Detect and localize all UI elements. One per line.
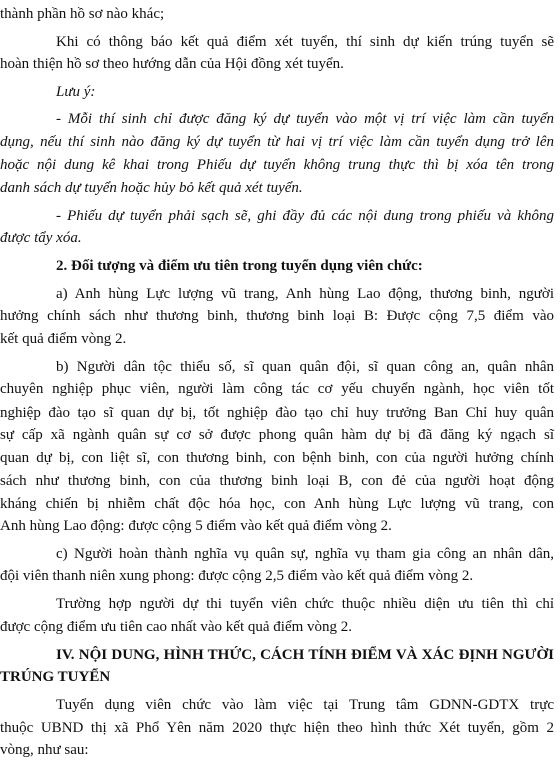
text-line: nghiệp đào tạo sĩ quan dự bị, tốt nghiệp đào tạo chỉ huy trưởng Ban Chỉ huy quân	[0, 404, 554, 421]
text-line: được cộng điểm ưu tiên cao nhất vào kết quả điểm vòng 2.	[0, 618, 353, 635]
text-line: hưởng chính sách như thương binh, thương binh loại B: Được cộng 7,5 điểm vào	[0, 308, 554, 325]
text-line: kết quả điểm vòng 2.	[0, 330, 127, 347]
text-line: đội viên thanh niên xung phong: được cộng 2,5 điểm vào kết quả điểm vòng 2.	[0, 568, 474, 585]
text-line: Tuyển dụng viên chức vào làm việc tại Trung tâm GDNN-GDTX trực	[56, 697, 554, 713]
text-line: hoàn thiện hồ sơ theo hướng dẫn của Hội đồng xét tuyển.	[0, 56, 344, 73]
text-line: thành phần hồ sơ nào khác;	[0, 6, 165, 22]
section-heading: 2. Đối tượng và điểm ưu tiên trong tuyển dụng viên chức:	[56, 257, 423, 274]
text-line: được tẩy xóa.	[0, 230, 82, 246]
text-line: - Phiếu dự tuyển phải sạch sẽ, ghi đầy đủ các nội dung trong phiếu và không	[56, 207, 554, 224]
text-line: danh sách dự tuyển hoặc hủy bỏ kết quả xét tuyển.	[0, 179, 303, 196]
text-line: kháng chiến bị nhiễm chất độc hóa học, con Anh hùng Lực lượng vũ trang, con	[0, 495, 554, 512]
text-line: Trường hợp người dự thi tuyển viên chức thuộc nhiều diện ưu tiên thì chỉ	[56, 596, 554, 613]
section-heading-cont: TRÚNG TUYỂN	[0, 669, 111, 686]
text-line: sách như thương binh, con của thương binh loại B, con đẻ của người hoạt động	[0, 473, 554, 489]
text-line: dụng, nếu thí sinh nào đăng ký dự tuyển từ hai vị trí việc làm cần tuyển dụng trở lên	[0, 133, 554, 150]
text-line: c) Người hoàn thành nghĩa vụ quân sự, nghĩa vụ tham gia công an nhân dân,	[56, 545, 554, 562]
text-line: thuộc UBND thị xã Phổ Yên năm 2020 thực hiện theo hình thức Xét tuyển, gồm 2	[0, 719, 554, 736]
text-line: b) Người dân tộc thiểu số, sĩ quan quân đội, sĩ quan công an, quân nhân	[56, 358, 554, 375]
text-line: quan dự bị, con liệt sĩ, con thương binh, con bệnh binh, con của người hưởng chính	[0, 449, 554, 466]
text-line: vòng, như sau:	[0, 742, 89, 758]
note-heading: Lưu ý:	[56, 84, 96, 101]
text-line: Khi có thông báo kết quả điểm xét tuyển, thí sinh dự kiến trúng tuyển sẽ	[56, 33, 554, 50]
section-heading: IV. NỘI DUNG, HÌNH THỨC, CÁCH TÍNH ĐIỂM VÀ XÁC ĐỊNH NGƯỜI	[56, 646, 554, 663]
text-line: - Mỗi thí sinh chỉ được đăng ký dự tuyển vào một vị trí việc làm cần tuyển	[56, 111, 554, 128]
text-line: chuyên nghiệp phục viên, người làm công tác cơ yếu chuyển ngành, học viên tốt	[0, 381, 554, 398]
text-line: Anh hùng Lao động: được cộng 5 điểm vào kết quả điểm vòng 2.	[0, 518, 392, 534]
text-line: a) Anh hùng Lực lượng vũ trang, Anh hùng Lao động, thương binh, người	[56, 285, 554, 302]
text-line: sự cấp xã ngành quân sự cơ sở được phong quân hàm dự bị đã đăng ký ngạch sĩ	[0, 427, 554, 444]
text-line: hoặc nội dung kê khai trong Phiếu dự tuyển không trung thực thì bị xóa tên trong	[0, 157, 554, 174]
